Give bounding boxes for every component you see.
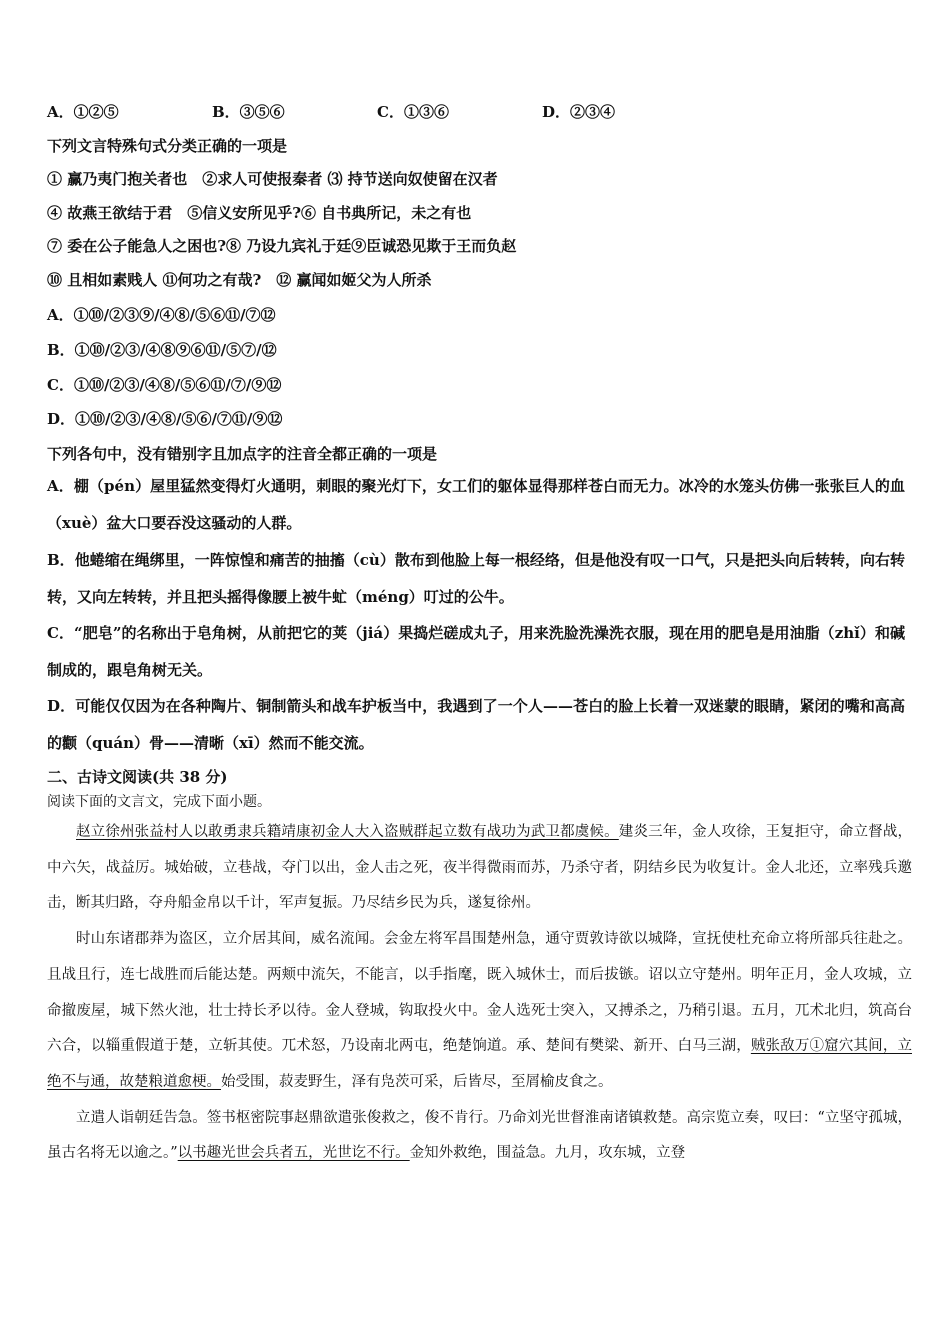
q2-sentence-line: ⑩ 且相如素贱人 ⑪何功之有哉? ⑫ 赢闻如姬父为人所杀	[47, 271, 432, 289]
q3-option-b[interactable]: B．他蜷缩在绳绑里，一阵惊惶和痛苦的抽搐（cù）散布到他脸上每一根经络，但是他没有叹一口气，只是把头向后转转，向右转转，又向左转转，并且把头摇得像腰上被牛虻（méng）叮过的公牛。	[47, 551, 905, 606]
passage-paragraph-3	[47, 1101, 912, 1172]
q1-option-c[interactable]: C．①③⑥	[377, 103, 449, 121]
passage-text: 建炎三年，金人攻徐，王复拒守，命立督战，中六矢，战益厉。城始破，立巷战，夺门以出，金人击之死，夜半得微雨而苏，乃杀守者，阴结乡民为收复计。金人北还，立率残兵邀击，断其归路，夺舟船金帛以千计，军声复振。乃尽结乡民为兵，遂复徐州。	[47, 824, 913, 912]
q3-option-a[interactable]: A．棚（pén）屋里猛然变得灯火通明，刺眼的聚光灯下，女工们的躯体显得那样苍白而无力。冰冷的水笼头仿佛一张张巨人的血（xuè）盆大口要吞没这骚动的人群。	[47, 477, 905, 532]
q1-option-a[interactable]: A．①②⑤	[47, 103, 119, 121]
passage-text: 始受围，菽麦野生，泽有凫茨可采，后皆尽，至屑榆皮食之。	[221, 1073, 613, 1090]
passage-paragraph-1	[47, 815, 912, 922]
passage-text: 立遣人诣朝廷告急。签书枢密院事赵鼎欲遣张俊救之，俊不肯行。乃命刘光世督淮南诸镇救楚。高宗览立奏，叹曰：“立坚守孤城，虽古名将无以逾之。”	[47, 1109, 912, 1162]
q3-option-d[interactable]: D．可能仅仅因为在各种陶片、铜制箭头和战车护板当中，我遇到了一个人——苍白的脸上长着一双迷蒙的眼睛，紧闭的嘴和高高的颧（quán）骨——清晰（xī）然而不能交流。	[47, 697, 905, 752]
underlined-sentence: 赵立徐州张益村人以敢勇隶兵籍靖康初金人大入盗贼群起立数有战功为武卫都虞候。	[76, 824, 619, 840]
classical-passage	[47, 815, 912, 1172]
underlined-sentence: 以书趣光世会兵者五，光世讫不行。	[177, 1145, 410, 1162]
q2-option-c[interactable]: C．①⑩/②③/④⑧/⑤⑥⑪/⑦/⑨⑫	[47, 376, 282, 394]
q1-option-d[interactable]: D．②③④	[542, 103, 616, 121]
q2-option-d[interactable]: D．①⑩/②③/④⑧/⑤⑥/⑦⑪/⑨⑫	[47, 410, 283, 428]
q2-option-b[interactable]: B．①⑩/②③/④⑧⑨⑥⑪/⑤⑦/⑫	[47, 341, 277, 359]
q1-options	[47, 102, 615, 122]
q2-sentence-line: ④ 故燕王欲结于君 ⑤信义安所见乎?⑥ 自书典所记，未之有也	[47, 204, 472, 222]
q1-option-b[interactable]: B．③⑤⑥	[212, 103, 285, 121]
q2-sentence-line: ① 赢乃夷门抱关者也 ②求人可使报秦者 ⑶ 持节送向奴使留在汉者	[47, 170, 498, 188]
section-heading: 二、古诗文阅读(共 38 分)	[47, 768, 228, 786]
passage-text: 时山东诸郡莽为盗区，立介居其间，威名流闻。会金左将军昌围楚州急，通守贾敦诗欲以城降，宣抚使杜充命立将所部兵往赴之。且战且行，连七战胜而后能达楚。两颊中流矢，不能言，以手指麾，既入城休士，而后拔镞。诏以立守楚州。明年正月，金人攻城，立命撤废屋，城下然火池，壮士持长矛以待。金人登城，钩取投火中。金人选死士突入，又搏杀之，乃稍引退。五月，兀术北归，筑高台六合，以辎重假道于楚，立斩其使。兀术怒，乃设南北两屯，绝楚饷道。承、楚间有樊梁、新开、白马三湖，	[47, 931, 912, 1055]
q2-stem: 下列文言特殊句式分类正确的一项是	[47, 137, 288, 155]
q2-sentence-line: ⑦ 委在公子能急人之困也?⑧ 乃设九宾礼于廷⑨臣诚恐见欺于王而负赵	[47, 237, 517, 255]
q2-option-a[interactable]: A．①⑩/②③⑨/④⑧/⑤⑥⑪/⑦⑫	[47, 306, 276, 324]
q3-stem: 下列各句中，没有错别字且加点字的注音全都正确的一项是	[47, 445, 438, 463]
passage-text: 金知外救绝，围益急。九月，攻东城，立登	[409, 1145, 686, 1162]
q3-option-c[interactable]: C．“肥皂”的名称出于皂角树，从前把它的荚（jiá）果捣烂磋成丸子，用来洗脸洗澡洗衣服，现在用的肥皂是用油脂（zhǐ）和碱制成的，跟皂角树无关。	[47, 624, 905, 679]
reading-instruction: 阅读下面的文言文，完成下面小题。	[47, 794, 271, 810]
underlined-sentence: 贼张敌万①窟穴其间，立绝不与通，故楚粮道愈梗。	[47, 1038, 912, 1090]
passage-paragraph-2	[47, 922, 912, 1101]
